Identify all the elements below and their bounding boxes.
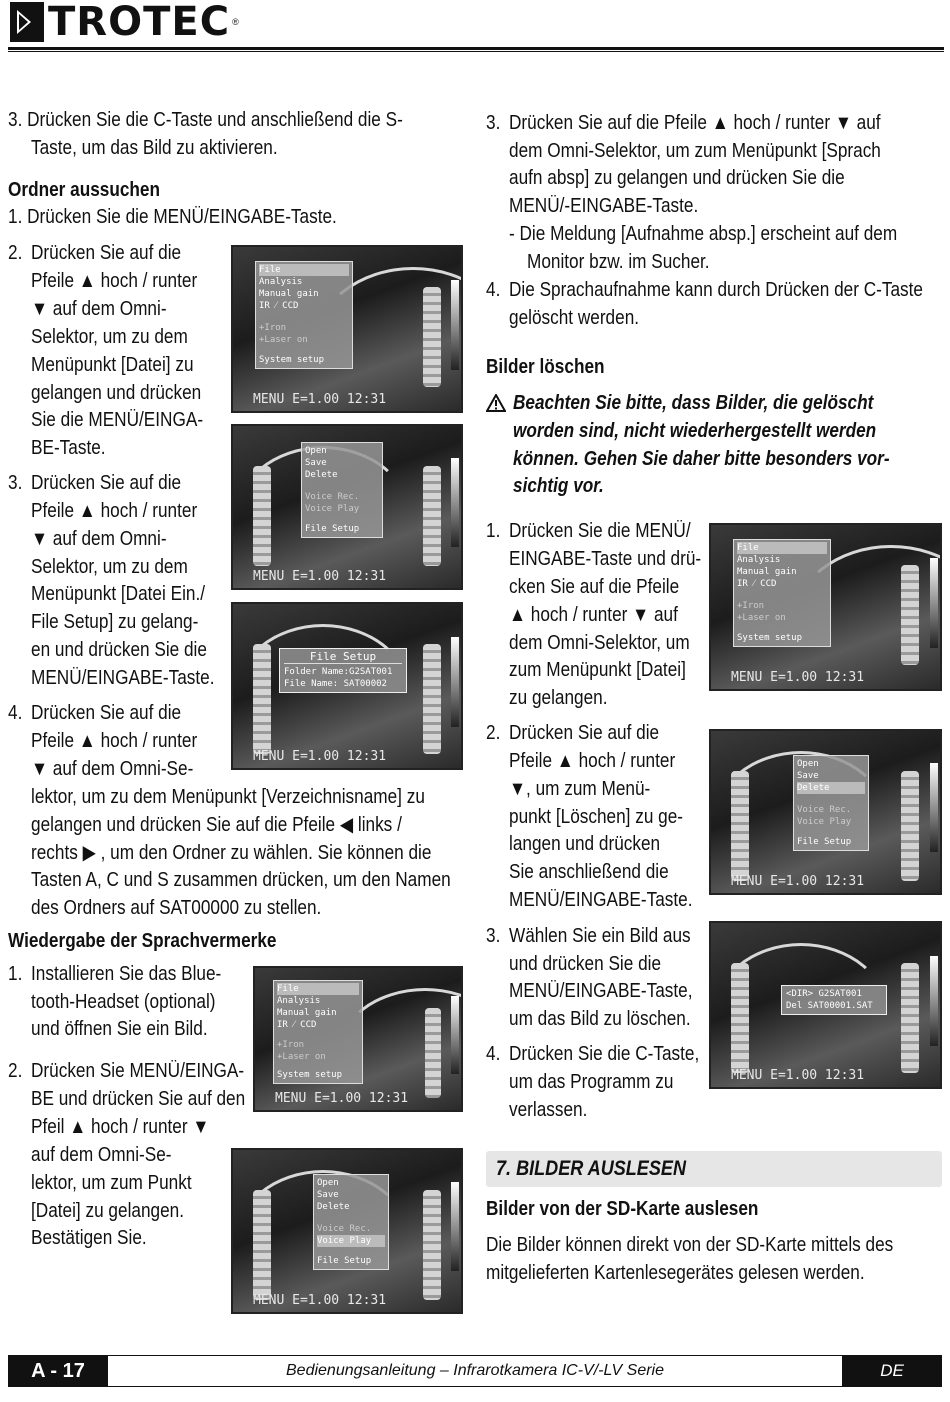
delete-step-1-line: EINGABE-Taste und drü- <box>509 548 702 570</box>
color-scale <box>930 558 938 648</box>
step-4-number: 4. <box>8 702 23 724</box>
status-bar: MENU E=1.00 12:31 <box>275 1091 409 1106</box>
step-4-line: Pfeile ▲ hoch / runter <box>31 730 198 752</box>
camera-screenshot-main-menu-3 <box>709 523 942 691</box>
delete-step-4-number: 4. <box>486 1043 501 1065</box>
color-scale <box>930 763 938 852</box>
step-3-line: ▼ auf dem Omni- <box>31 528 167 550</box>
step-4-line: ▼ auf dem Omni-Se- <box>31 758 194 780</box>
camera-screenshot-file-setup <box>231 602 463 770</box>
step-2-line: gelangen und drücken <box>31 382 202 404</box>
menu-item-voice-play: Voice Play <box>317 1235 385 1247</box>
heading-ordner-aussuchen: Ordner aussuchen <box>8 179 160 201</box>
menu-item-laser: +Laser on <box>259 335 308 345</box>
folder-name-field: Folder Name:G2SAT001 <box>284 667 393 677</box>
menu-item-delete: Delete <box>797 782 865 794</box>
camera-screenshot-main-menu <box>231 245 463 413</box>
main-menu <box>255 261 353 369</box>
file-menu <box>301 442 383 538</box>
menu-item-laser: +Laser on <box>277 1052 326 1062</box>
color-scale <box>451 637 459 727</box>
status-bar: MENU E=1.00 12:31 <box>253 392 387 407</box>
menu-item-system-setup: System setup <box>259 355 325 365</box>
menu-item-iron: +Iron <box>277 1040 305 1050</box>
heading-sd-karte: Bilder von der SD-Karte auslesen <box>486 1198 759 1220</box>
step-4-line: rechts ▶ , um den Ordner zu wählen. Sie können die <box>31 842 432 864</box>
menu-item-ir-ccd: IR ⁄ CCD <box>259 301 299 311</box>
wiedergabe-1-line: und öffnen Sie ein Bild. <box>31 1018 208 1040</box>
delete-step-1-line: ▲ hoch / runter ▼ auf <box>509 604 678 626</box>
delete-step-1-line: dem Omni-Selektor, um <box>509 632 690 654</box>
delete-step-2-line: Sie anschließend die <box>509 861 669 883</box>
menu-item-iron: +Iron <box>259 323 287 333</box>
wiedergabe-1-line: tooth-Headset (optional) <box>31 991 216 1013</box>
status-bar: MENU E=1.00 12:31 <box>253 1293 387 1308</box>
delete-step-2-number: 2. <box>486 722 501 744</box>
step-3-line: Selektor, um zu dem <box>31 556 188 578</box>
status-bar: MENU E=1.00 12:31 <box>731 1068 865 1083</box>
header-rule-thin <box>8 51 944 52</box>
left-line-1: 3. Drücken Sie die C-Taste und anschließend die S- <box>8 109 403 131</box>
warning-line: können. Gehen Sie daher bitte besonders vor- <box>513 448 890 470</box>
wiedergabe-1-line: Installieren Sie das Blue- <box>31 963 222 985</box>
menu-item-file-setup: File Setup <box>317 1256 372 1266</box>
section-title: 7. BILDER AUSLESEN <box>496 1157 686 1180</box>
menu-item-delete: Delete <box>305 470 338 480</box>
menu-item-iron: +Iron <box>737 601 765 611</box>
right-step-3-number: 3. <box>486 112 501 134</box>
wiedergabe-2-line: Drücken Sie MENÜ/EINGA- <box>31 1060 245 1082</box>
brand-name: TROTEC <box>48 0 231 45</box>
menu-item-file: File <box>259 264 349 276</box>
right-step-3-sub: - Die Meldung [Aufnahme absp.] erscheint auf dem <box>509 223 898 245</box>
dir-entry: <DIR> G2SAT001 <box>786 989 862 999</box>
menu-item-analysis: Analysis <box>737 555 781 565</box>
step-4-line: lektor, um zu dem Menüpunkt [Verzeichnisname] zu <box>31 786 425 808</box>
sd-paragraph-line: mitgelieferten Kartenlesegerätes gelesen werden. <box>486 1262 865 1284</box>
left-line-2: Taste, um das Bild zu aktivieren. <box>31 137 278 159</box>
delete-dialog <box>781 985 887 1015</box>
status-bar: MENU E=1.00 12:31 <box>731 874 865 889</box>
menu-item-save: Save <box>797 771 819 781</box>
camera-screenshot-delete-menu <box>709 729 942 895</box>
right-step-3-line: MENÜ/-EINGABE-Taste. <box>509 195 699 217</box>
color-scale <box>451 280 459 370</box>
menu-item-open: Open <box>317 1178 339 1188</box>
color-scale <box>451 458 459 547</box>
step-2-line: Sie die MENÜ/EINGA- <box>31 409 204 431</box>
language-code: DE <box>842 1356 942 1386</box>
menu-item-delete: Delete <box>317 1202 350 1212</box>
page-number: A - 17 <box>8 1356 108 1386</box>
menu-item-voice-play: Voice Play <box>797 817 852 827</box>
delete-step-3-line: und drücken Sie die <box>509 953 662 975</box>
logo-mark-icon <box>10 2 44 42</box>
wiedergabe-2-line: lektor, um zum Punkt <box>31 1172 192 1194</box>
right-step-3-sub: Monitor bzw. im Sucher. <box>527 251 710 273</box>
right-step-3-line: Drücken Sie auf die Pfeile ▲ hoch / runter ▼ auf <box>509 112 881 134</box>
step-3-line: File Setup] zu gelang- <box>31 611 199 633</box>
right-step-3-line: aufn absp] zu gelangen und drücken Sie die <box>509 167 845 189</box>
step-2-line: Drücken Sie auf die <box>31 242 182 264</box>
menu-item-ir-ccd: IR ⁄ CCD <box>277 1020 317 1030</box>
wiedergabe-2-line: Bestätigen Sie. <box>31 1227 147 1249</box>
dialog-title: File Setup <box>284 651 402 664</box>
delete-step-3-line: Wählen Sie ein Bild aus <box>509 925 691 947</box>
wiedergabe-2-line: BE und drücken Sie auf den <box>31 1088 246 1110</box>
file-menu <box>313 1174 389 1270</box>
status-bar: MENU E=1.00 12:31 <box>253 569 387 584</box>
color-scale <box>451 996 459 1074</box>
delete-step-3-line: MENÜ/EINGABE-Taste, <box>509 980 693 1002</box>
camera-screenshot-voice-play <box>231 1148 463 1314</box>
warning-line: sichtig vor. <box>513 475 604 497</box>
menu-item-voice-rec: Voice Rec. <box>305 492 360 502</box>
step-1-text: 1. Drücken Sie die MENÜ/EINGABE-Taste. <box>8 206 337 228</box>
delete-step-1-number: 1. <box>486 520 501 542</box>
step-2-line: BE-Taste. <box>31 437 106 459</box>
menu-item-file-setup: File Setup <box>797 837 852 847</box>
step-3-line: MENÜ/EINGABE-Taste. <box>31 667 215 689</box>
menu-item-file: File <box>737 542 827 554</box>
delete-step-4-line: um das Programm zu <box>509 1071 674 1093</box>
menu-item-voice-rec: Voice Rec. <box>797 805 852 815</box>
delete-step-3-line: um das Bild zu löschen. <box>509 1008 691 1030</box>
warning-icon <box>486 394 506 412</box>
camera-screenshot-main-menu-2 <box>253 966 463 1112</box>
main-menu <box>733 539 831 647</box>
menu-item-save: Save <box>305 458 327 468</box>
menu-item-open: Open <box>305 446 327 456</box>
right-step-3-line: dem Omni-Selektor, um zum Menüpunkt [Sprach <box>509 140 881 162</box>
color-scale <box>930 956 938 1046</box>
wiedergabe-2-line: Pfeil ▲ hoch / runter ▼ <box>31 1116 210 1138</box>
menu-item-system-setup: System setup <box>277 1070 343 1080</box>
step-3-number: 3. <box>8 472 23 494</box>
step-4-line: des Ordners auf SAT00000 zu stellen. <box>31 897 322 919</box>
step-2-line: Menüpunkt [Datei] zu <box>31 354 194 376</box>
delete-file-entry: Del SAT00001.SAT <box>786 1001 873 1011</box>
step-2-line: Selektor, um zu dem <box>31 326 188 348</box>
status-bar: MENU E=1.00 12:31 <box>253 749 387 764</box>
warning-line: Beachten Sie bitte, dass Bilder, die gelöscht <box>513 392 874 414</box>
file-setup-dialog <box>279 648 407 693</box>
warning-line: worden sind, nicht wiederhergestellt werden <box>513 420 877 442</box>
menu-item-voice-play: Voice Play <box>305 504 360 514</box>
wiedergabe-2-line: [Datei] zu gelangen. <box>31 1200 184 1222</box>
delete-step-2-line: Drücken Sie auf die <box>509 722 660 744</box>
wiedergabe-2-line: auf dem Omni-Se- <box>31 1144 172 1166</box>
camera-screenshot-delete-dialog <box>709 921 942 1089</box>
heading-bilder-loeschen: Bilder löschen <box>486 356 605 378</box>
header-rule <box>8 47 944 50</box>
delete-step-2-line: MENÜ/EINGABE-Taste. <box>509 889 693 911</box>
step-3-line: Pfeile ▲ hoch / runter <box>31 500 198 522</box>
main-menu <box>273 980 363 1084</box>
menu-item-ir-ccd: IR ⁄ CCD <box>737 579 777 589</box>
wiedergabe-2-number: 2. <box>8 1060 23 1082</box>
right-step-4-line: Die Sprachaufnahme kann durch Drücken der C-Taste <box>509 279 923 301</box>
delete-step-1-line: Drücken Sie die MENÜ/ <box>509 520 691 542</box>
registered-mark: ® <box>232 17 239 27</box>
menu-item-file-setup: File Setup <box>305 524 360 534</box>
trotec-logo <box>10 0 239 44</box>
heading-wiedergabe: Wiedergabe der Sprachvermerke <box>8 930 277 952</box>
camera-screenshot-file-menu <box>231 424 463 590</box>
status-bar: MENU E=1.00 12:31 <box>731 670 865 685</box>
step-3-line: Drücken Sie auf die <box>31 472 182 494</box>
delete-step-1-line: cken Sie auf die Pfeile <box>509 576 680 598</box>
delete-step-4-line: verlassen. <box>509 1099 588 1121</box>
delete-step-1-line: zum Menüpunkt [Datei] <box>509 659 686 681</box>
step-4-line: gelangen und drücken Sie auf die Pfeile ◀ links / <box>31 814 402 836</box>
step-2-line: ▼ auf dem Omni- <box>31 298 167 320</box>
delete-step-2-line: punkt [Löschen] zu ge- <box>509 806 684 828</box>
step-2-line: Pfeile ▲ hoch / runter <box>31 270 198 292</box>
menu-item-system-setup: System setup <box>737 633 803 643</box>
menu-item-save: Save <box>317 1190 339 1200</box>
file-menu <box>793 755 869 851</box>
step-4-line: Tasten A, C und S zusammen drücken, um den Namen <box>31 869 451 891</box>
file-name-field: File Name: SAT00002 <box>284 679 387 689</box>
menu-item-analysis: Analysis <box>259 277 303 287</box>
step-3-line: Menüpunkt [Datei Ein./ <box>31 583 206 605</box>
delete-step-2-line: Pfeile ▲ hoch / runter <box>509 750 676 772</box>
wiedergabe-1-number: 1. <box>8 963 23 985</box>
right-step-4-line: gelöscht werden. <box>509 307 640 329</box>
footer-title: Bedienungsanleitung – Infrarotkamera IC-V/-LV Serie <box>286 1362 664 1379</box>
delete-step-1-line: zu gelangen. <box>509 687 608 709</box>
step-2-number: 2. <box>8 242 23 264</box>
delete-step-4-line: Drücken Sie die C-Taste, <box>509 1043 700 1065</box>
menu-item-laser: +Laser on <box>737 613 786 623</box>
color-scale <box>451 1182 459 1271</box>
delete-step-3-number: 3. <box>486 925 501 947</box>
menu-item-manual-gain: Manual gain <box>259 289 319 299</box>
menu-item-analysis: Analysis <box>277 996 321 1006</box>
menu-item-file: File <box>277 983 359 995</box>
delete-step-2-line: langen und drücken <box>509 833 661 855</box>
menu-item-manual-gain: Manual gain <box>277 1008 337 1018</box>
menu-item-manual-gain: Manual gain <box>737 567 797 577</box>
right-step-4-number: 4. <box>486 279 501 301</box>
step-3-line: en und drücken Sie die <box>31 639 207 661</box>
step-4-line: Drücken Sie auf die <box>31 702 182 724</box>
sd-paragraph-line: Die Bilder können direkt von der SD-Karte mittels des <box>486 1234 894 1256</box>
menu-item-voice-rec: Voice Rec. <box>317 1224 372 1234</box>
delete-step-2-line: ▼, um zum Menü- <box>509 778 651 800</box>
menu-item-open: Open <box>797 759 819 769</box>
